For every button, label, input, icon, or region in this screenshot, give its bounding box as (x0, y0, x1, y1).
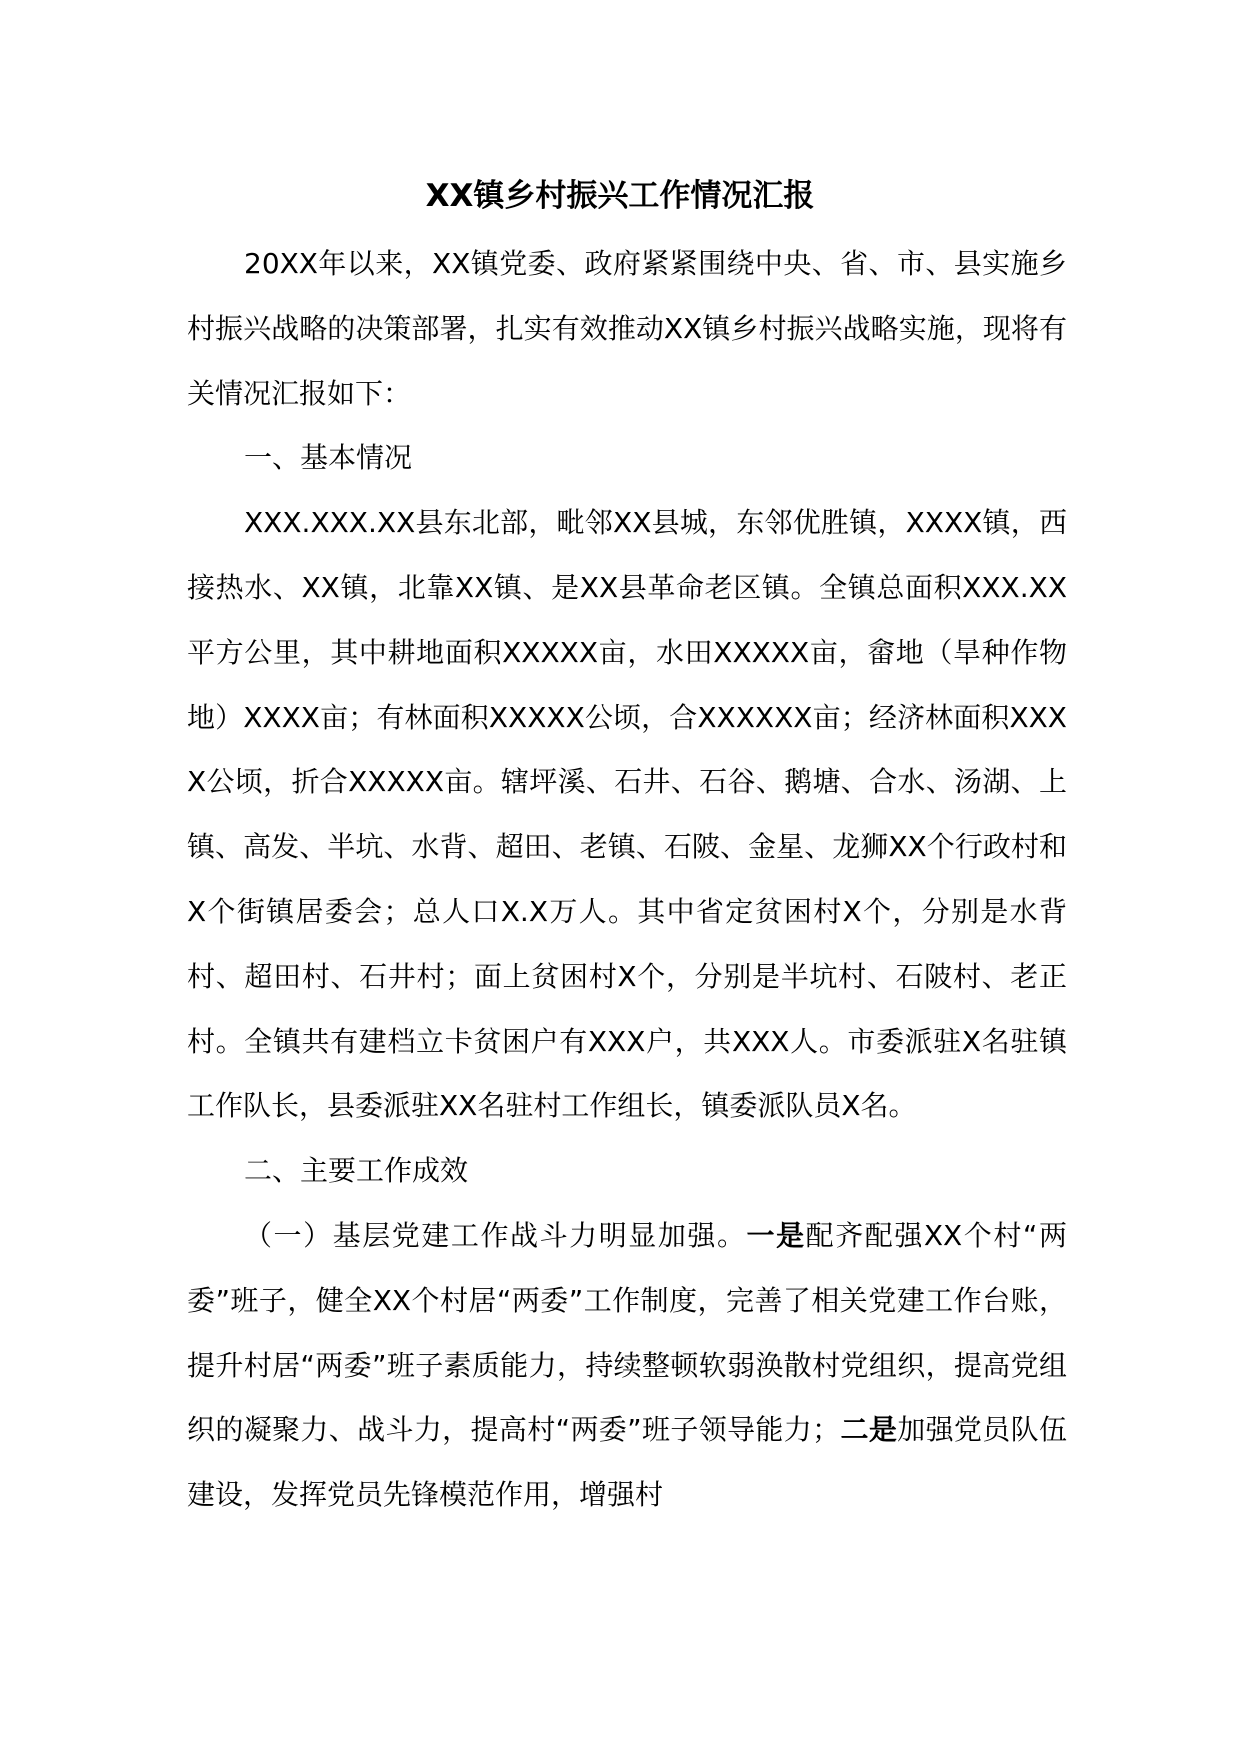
section-heading-achievements: 二、主要工作成效 (244, 1154, 469, 1188)
point-marker-first: 一是 (746, 1218, 806, 1252)
document-title: XX镇乡村振兴工作情况汇报 (425, 178, 815, 214)
subsection-title: （一）基层党建工作战斗力明显加强。 (244, 1218, 747, 1252)
party-building-paragraph (187, 1204, 1067, 1528)
section-heading-basic-info: 一、基本情况 (244, 441, 413, 475)
point-text-second: 加强党员队伍建设，发挥党员先锋模范作用，增强村 (187, 1413, 1067, 1512)
point-text-first: 配齐配强XX个村“两委”班子，健全XX个村居“两委”工作制度，完善了相关党建工作台账，提升村居“两委”班子素质能力，持续整顿软弱涣散村党组织，提高党组织的凝聚力、战斗力，提高村“两委”班子领导能力； (187, 1218, 1067, 1447)
document-body (187, 232, 1067, 1528)
point-marker-second: 二是 (840, 1413, 898, 1447)
basic-info-paragraph: XXX.XXX.XX县东北部，毗邻XX县城，东邻优胜镇，XXXX镇，西接热水、XX镇，北靠XX镇、是XX县革命老区镇。全镇总面积XXX.XX平方公里，其中耕地面积XXXXX亩，水田XXXXX亩，畲地（旱种作物地）XXXX亩；有林面积XXXXX公顷，合XXXXXX亩；经济林面积XXXX公顷，折合XXXXX亩。辖坪溪、石井、石谷、鹅塘、合水、汤湖、上镇、高发、半坑、水背、超田、老镇、石陂、金星、龙狮XX个行政村和X个街镇居委会；总人口X.X万人。其中省定贫困村X个，分别是水背村、超田村、石井村；面上贫困村X个，分别是半坑村、石陂村、老正村。全镇共有建档立卡贫困户有XXX户，共XXX人。市委派驻X名驻镇工作队长，县委派驻XX名驻村工作组长，镇委派队员X名。 (187, 506, 1067, 1123)
intro-paragraph: 20XX年以来，XX镇党委、政府紧紧围绕中央、省、市、县实施乡村振兴战略的决策部署，扎实有效推动XX镇乡村振兴战略实施，现将有关情况汇报如下： (187, 247, 1067, 410)
